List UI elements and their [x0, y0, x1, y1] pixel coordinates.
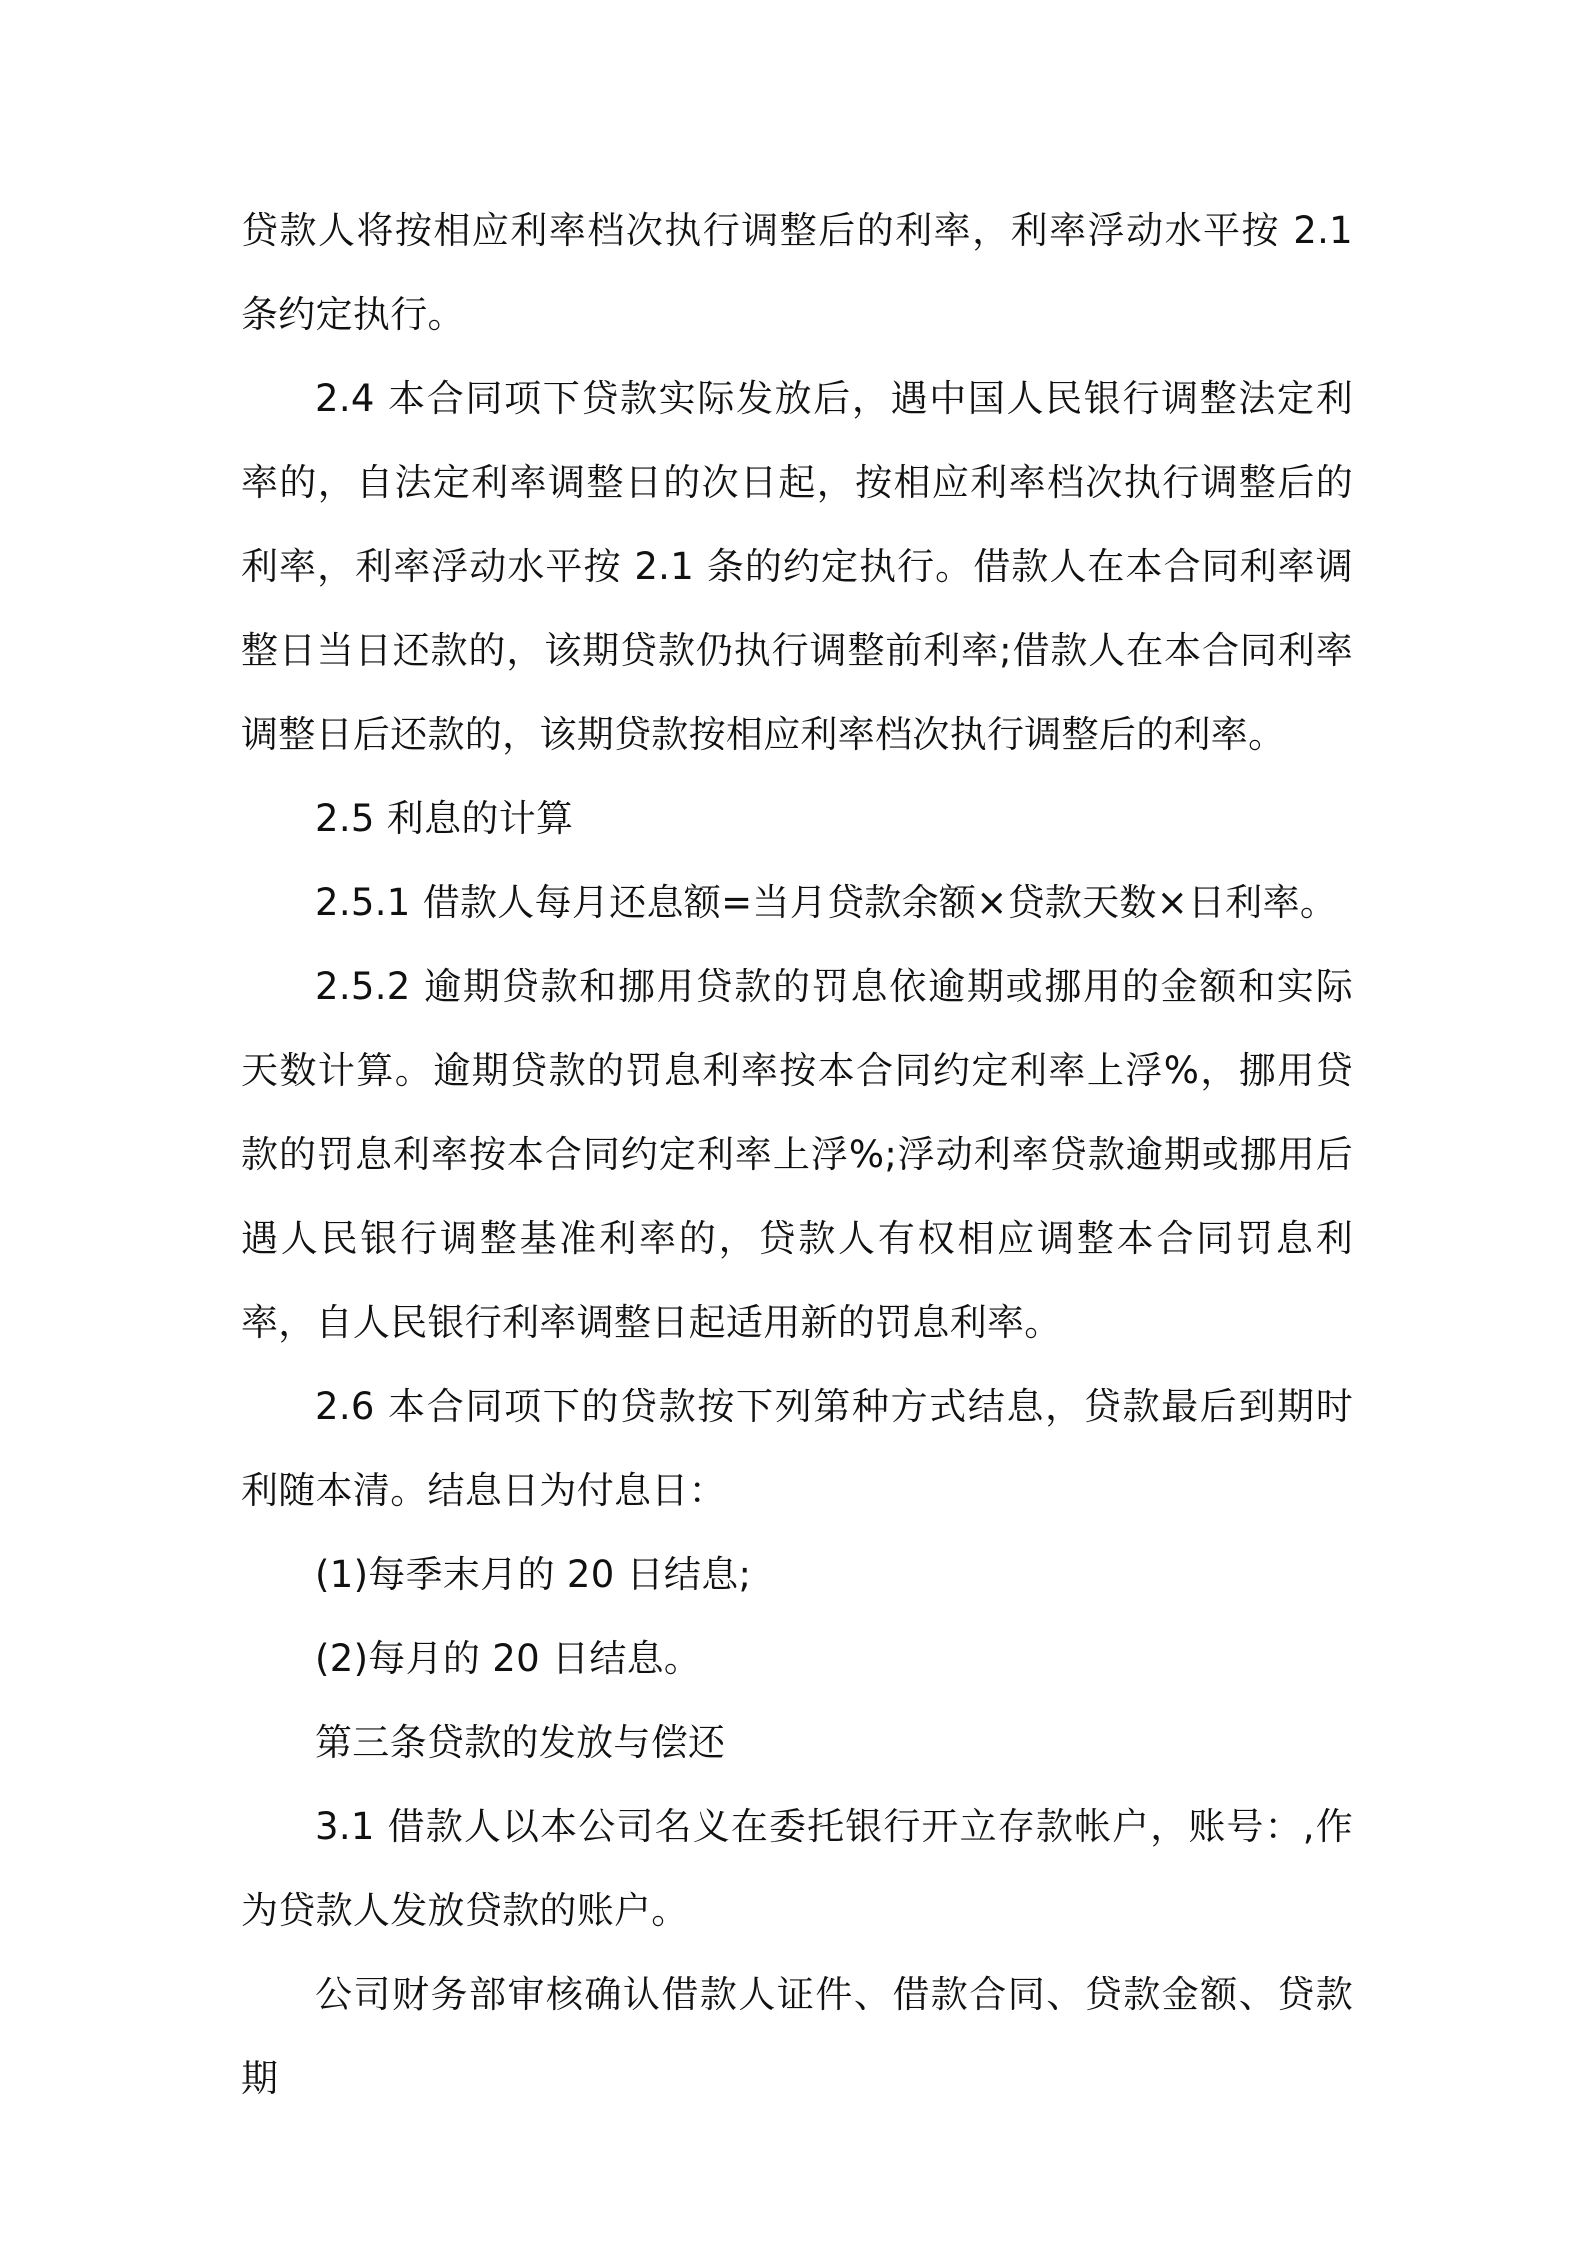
paragraph-2-5-2: 2.5.2 逾期贷款和挪用贷款的罚息依逾期或挪用的金额和实际天数计算。逾期贷款的罚息利率按本合同约定利率上浮%，挪用贷款的罚息利率按本合同约定利率上浮%;浮动利率贷款逾期或挪用后遇人民银行调整基准利率的，贷款人有权相应调整本合同罚息利率，自人民银行利率调整日起适用新的罚息利率。: [241, 965, 1353, 1344]
paragraph-2-4: 2.4 本合同项下贷款实际发放后，遇中国人民银行调整法定利率的，自法定利率调整日的次日起，按相应利率档次执行调整后的利率，利率浮动水平按 2.1 条的约定执行。借款人在本合同利率调整日当日还款的，该期贷款仍执行调整前利率;借款人在本合同利率调整日后还款的，该期贷款按相应利率档次执行调整后的利率。: [241, 377, 1353, 756]
paragraph-2-6: 2.6 本合同项下的贷款按下列第种方式结息，贷款最后到期时利随本清。结息日为付息日：: [241, 1385, 1353, 1512]
list-item-option-1: (1)每季末月的 20 日结息;: [315, 1553, 752, 1596]
heading-article-3: 第三条贷款的发放与偿还: [315, 1721, 726, 1764]
document-body: [241, 189, 1353, 2121]
heading-2-5: 2.5 利息的计算: [315, 797, 574, 840]
paragraph-rate-adjustment-continued: 贷款人将按相应利率档次执行调整后的利率，利率浮动水平按 2.1 条约定执行。: [241, 209, 1353, 336]
paragraph-3-1: 3.1 借款人以本公司名义在委托银行开立存款帐户，账号：,作为贷款人发放贷款的账户。: [241, 1805, 1353, 1932]
paragraph-finance-review: 公司财务部审核确认借款人证件、借款合同、贷款金额、贷款期: [241, 1973, 1353, 2100]
paragraph-2-5-1: 2.5.1 借款人每月还息额=当月贷款余额×贷款天数×日利率。: [315, 881, 1338, 924]
list-item-option-2: (2)每月的 20 日结息。: [315, 1637, 702, 1680]
